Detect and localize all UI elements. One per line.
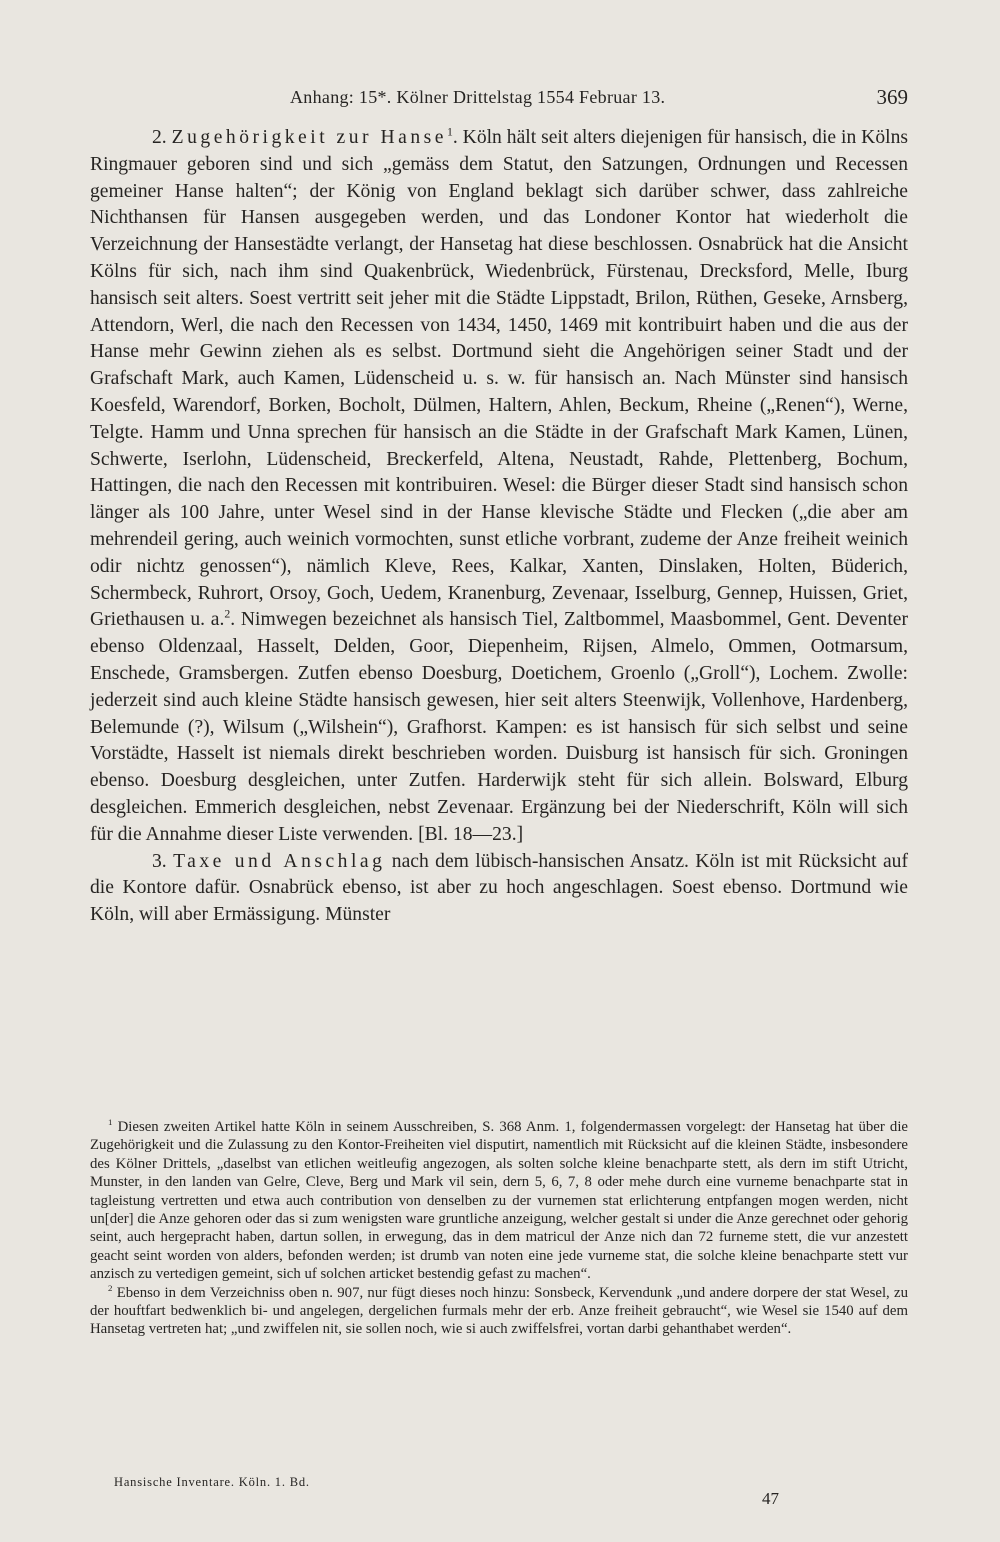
sheet-number: 47: [762, 1489, 779, 1508]
footnote-1-text: Diesen zweiten Artikel hatte Köln in seinem Ausschreiben, S. 368 Anm. 1, folgendermassen vorgelegt: der Hansetag hat über die Zugehörigkeit und die Zulassung zu den Kontor-Freiheiten viel disputirt, namentlich mit Rücksicht auf die kleinen Städte, insbesondere des Kölner Drittels, „daselbst van etlichen weitleufig angezogen, als solten solche kleine benachparte stett, als dern im stift Utricht, Munster, in den landen van Gelre, Cleve, Berg und Mark vil sein, dern 5, 6, 7, 8 oder mehe durch eine vurneme benachparte stat in tagleistung vertretten und etwa auch contribution von denselben zu der vurnemen stat erlichterung entpfangen mogen werden, nicht un[der] die Anze gehoren oder das si zum wenigsten ware gruntliche anzeigung, welcher gestalt si under die Anze gerechnet oder gehorig seint, auch hergepracht haben, dartun sollen, in erwegung, das in dem matricul der Anze nich dan 72 furneme stett, die vur anzestett geacht seint worden von alders, befonden werden; ist drumb van noten eine jede vurneme stat, die solche kleine benachparte stett vur anzisch zu vertedigen gemeint, sich uf solchen articket bestendig gefast zu machen“.: [90, 1119, 908, 1283]
section-2-title: Zugehörigkeit zur Hanse: [171, 127, 447, 148]
footnote-2: [90, 1284, 908, 1339]
footnote-2-marker: 2: [108, 1282, 113, 1293]
section-2-text-b: . Nimwegen bezeichnet als hansisch Tiel, Zaltbommel, Maasbommel, Gent. Deventer ebenso Oldenzaal, Hasselt, Delden, Goor, Diepenheim, Rijsen, Almelo, Ommen, Ootmarsum, Enschede, Gramsbergen. Zutfen ebenso Doesburg, Doetichem, Groenlo („Groll“), Lochem. Zwolle: jederzeit sind auch kleine Städte hansisch gewesen, hier seit alters Steenwijk, Vollenhove, Hardenberg, Belemunde (?), Wilsum („Wilshein“), Grafhorst. Kampen: es ist hansisch für sich selbst und seine Vorstädte, Hasselt ist niemals direkt beschrieben worden. Duisburg ist hansisch für sich. Groningen ebenso. Doesburg desgleichen, unter Zutfen. Harderwijk steht für sich allein. Bolsward, Elburg desgleichen. Emmerich desgleichen, nebst Zevenaar. Ergänzung bei der Niederschrift, Köln will sich für die Annahme dieser Liste verwenden. [Bl. 18—23.]: [90, 609, 908, 845]
footnotes: [90, 1118, 908, 1339]
footnote-1: [90, 1118, 908, 1284]
section-3-text: nach dem lübisch-hansischen Ansatz. Köln ist mit Rücksicht auf die Kontore dafür. Osnabrück ebenso, ist aber zu hoch angeschlagen. Soest ebenso. Dortmund wie Köln, will aber Ermässigung. Münster: [90, 850, 908, 926]
page-number: 369: [876, 85, 908, 109]
footnote-ref-2: 2: [224, 607, 231, 621]
printer-signature: Hansische Inventare. Köln. 1. Bd.: [114, 1475, 310, 1489]
section-3-title: Taxe und Anschlag: [173, 850, 386, 872]
footnote-ref-1: 1: [446, 125, 453, 139]
section-2-text-a: . Köln hält seit alters diejenigen für hansisch, die in Kölns Ringmauer geboren sind und sich „gemäss dem Statut, den Satzungen, Ordnungen und Recessen gemeiner Hanse halten“; der König von England beklagt sich darüber schwer, dass zahlreiche Nichthansen für Hansen ausgegeben werden, und das Londoner Kontor hat wiederholt die Verzeichnung der Hansestädte verlangt, der Hansetag hat diese beschlossen. Osnabrück hat die Ansicht Kölns für sich, nach ihm sind Quakenbrück, Wiedenbrück, Fürstenau, Drecksford, Melle, Iburg hansisch seit alters. Soest vertritt seit jeher mit die Städte Lippstadt, Brilon, Rüthen, Geseke, Arnsberg, Attendorn, Werl, die nach den Recessen von 1434, 1450, 1469 mit kontribuirt haben und die aus der Hanse mehr Gewinn ziehen als es selbst. Dortmund sieht die Angehörigen seiner Stadt und der Grafschaft Mark, auch Kamen, Lüdenscheid u. s. w. für hansisch an. Nach Münster sind hansisch Koesfeld, Warendorf, Borken, Bocholt, Dülmen, Haltern, Ahlen, Beckum, Rheine („Renen“), Werne, Telgte. Hamm und Unna sprechen für hansisch an die Städte in der Grafschaft Mark Kamen, Lünen, Schwerte, Iserlohn, Lüdenscheid, Breckerfeld, Altena, Neustadt, Rahde, Plettenberg, Bochum, Hattingen, die nach den Recessen mit kontribuiren. Wesel: die Bürger dieser Stadt sind hansisch schon länger als 100 Jahre, unter Wesel sind in der Hanse klevische Städte und Flecken („die aber am mehrendeil gering, auch weinich vormochten, sunst etliche vorbrant, zudeme der Anze freiheit weinich odir nichtz genossen“), nämlich Kleve, Rees, Kalkar, Xanten, Dinslaken, Holten, Büderich, Schermbeck, Ruhrort, Orsoy, Goch, Uedem, Kranenburg, Zevenaar, Isselburg, Gennep, Huissen, Griet, Griethausen u. a.: [90, 127, 908, 631]
section-2-number: 2.: [152, 127, 167, 148]
running-head: Anhang: 15*. Kölner Drittelstag 1554 Februar 13.: [290, 87, 666, 107]
footnote-1-marker: 1: [108, 1117, 113, 1128]
section-3-number: 3.: [152, 850, 167, 872]
section-2-paragraph: [90, 125, 908, 849]
footnote-2-text: Ebenso in dem Verzeichniss oben n. 907, nur fügt dieses noch hinzu: Sonsbeck, Kervendunk „und andere dorpere der stat Wesel, zu der houftfart bedwenklich bi- und angelegen, dergelichen furmals mehr der erb. Anze freiheit gebraucht“, wie Wesel sie 1540 auf dem Hansetag vertreten hat; „und zwiffelen nit, sie sollen noch, wie si auch zwiffelsfrei, vortan darbi gehanthabet werden“.: [90, 1284, 908, 1338]
section-3-paragraph: [90, 849, 908, 929]
page-header: [90, 83, 908, 117]
main-text: [90, 125, 908, 929]
